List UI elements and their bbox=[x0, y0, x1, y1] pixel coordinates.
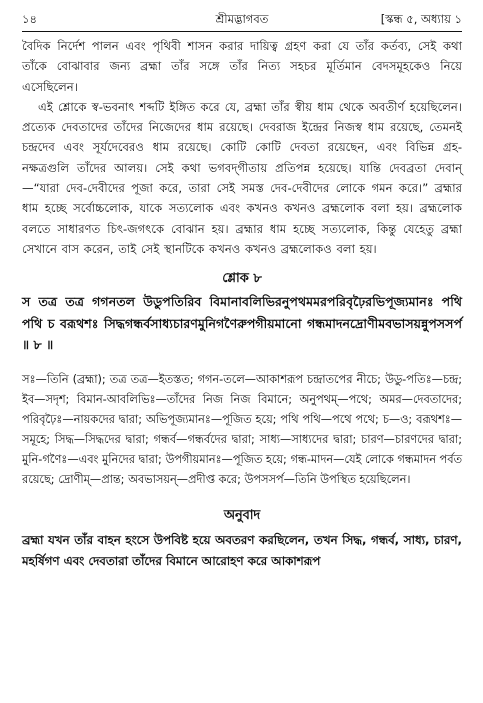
purport-paragraph-2: এই শ্লোকে স্ব-ভবনাৎ শব্দটি ইঙ্গিত করে যে, ব্রহ্মা তাঁর স্বীয় ধাম থেকে অবতীর্ণ হয়েছিলেন। প্রত্যেক দেবতাদের তাঁদের নিজেদের ধাম রয়েছে। দেবরাজ ইন্দ্রের নিজস্ব ধাম রয়েছে, তেমনই চন্দ্রদেব এবং সূর্যদেবেরও ধাম রয়েছে। কোটি কোটি দেবতা রয়েছেন, এবং বিভিন্ন গ্রহ-নক্ষত্রগুলি তাঁদের আলয়। সেই কথা ভগবদ্‌গীতায় প্রতিপন্ন হয়েছে। যান্তি দেবব্রতা দেবান্—“যারা দেব-দেবীদের পূজা করে, তারা সেই সমস্ত দেব-দেবীদের লোকে গমন করে।” ব্রহ্মার ধাম হচ্ছে সর্বোচ্চলোক, যাকে সত্যলোক এবং কখনও কখনও ব্রহ্মলোক বলা হয়। ব্রহ্মলোক বলতে সাধারণত চিৎ-জগৎকে বোঝান হয়। ব্রহ্মার ধাম হচ্ছে সত্যলোক, কিন্তু যেহেতু ব্রহ্মা সেখানে বাস করেন, তাই সেই স্থানটিকে কখনও কখনও ব্রহ্মলোকও বলা হয়। bbox=[22, 99, 462, 256]
page-number: ১৪ bbox=[22, 12, 37, 26]
book-page bbox=[22, 6, 462, 698]
purport-paragraph-1: বৈদিক নির্দেশ পালন এবং পৃথিবী শাসন করার দায়িত্ব গ্রহণ করা যে তাঁর কর্তব্য, সেই কথা তাঁকে বোঝাবার জন্য ব্রহ্মা তাঁর সঙ্গে তাঁর নিত্য সহচর মূর্তিমান বেদসমূহকেও নিয়ে এসেছিলেন। bbox=[22, 39, 462, 94]
translation-text: ব্রহ্মা যখন তাঁর বাহন হংসে উপবিষ্ট হয়ে অবতরণ করছিলেন, তখন সিদ্ধ, গন্ধর্ব, সাধ্য, চারণ, মহর্ষিগণ এবং দেবতারা তাঁদের বিমানে আরোহণ করে আকাশরূপ bbox=[22, 532, 462, 568]
page-header bbox=[22, 6, 462, 32]
chapter-reference: [স্কন্ধ ৫, অধ্যায় ১ bbox=[380, 12, 462, 26]
verse-text: স তত্র তত্র গগনতল উডুপতিরিব বিমানাবলিভিরনুপথমমরপরিবৃঢ়ৈরভিপূজ্যমানঃ পথি পথি চ বরূথশঃ সিদ্ধগন্ধর্বসাধ্যচারণমুনিগণৈরুপগীয়মানো গন্ধমাদনদ্রোণীমবভাসয়ন্নুপসসর্প ॥ ৮ ॥ bbox=[22, 294, 462, 353]
translation-heading: অনুবাদ bbox=[223, 507, 261, 523]
word-for-word-synonyms: সঃ—তিনি (ব্রহ্মা); তত্র তত্র—ইতস্তত; গগন-তলে—আকাশরূপ চন্দ্রাতপের নীচে; উডু-পতিঃ—চন্দ্র; ইব—সদৃশ; বিমান-আবলিভিঃ—তাঁদের নিজ নিজ বিমানে; অনুপথম্—পথে; অমর—দেবতাদের; পরিবৃঢ়ৈঃ—নায়কদের দ্বারা; অভিপূজ্যমানঃ—পূজিত হয়ে; পথি পথি—পথে পথে; চ—ও; বরূথশঃ—সমূহে; সিদ্ধ—সিদ্ধদের দ্বারা; গন্ধর্ব—গন্ধর্বদের দ্বারা; সাধ্য—সাধ্যদের দ্বারা; চারণ—চারণদের দ্বারা; মুনি-গণৈঃ—এবং মুনিদের দ্বারা; উপগীয়মানঃ—পূজিত হয়ে; গন্ধ-মাদন—যেই লোকে গন্ধমাদন পর্বত রয়েছে; দ্রোণীম্—প্রান্ত; অবভাসয়ন্—প্রদীপ্ত করে; উপসসর্প—তিনি উপস্থিত হয়েছিলেন। bbox=[22, 372, 462, 486]
book-title: শ্রীমদ্ভাগবত bbox=[215, 12, 269, 26]
verse-heading: শ্লোক ৮ bbox=[222, 271, 262, 287]
header-rule bbox=[22, 31, 462, 32]
